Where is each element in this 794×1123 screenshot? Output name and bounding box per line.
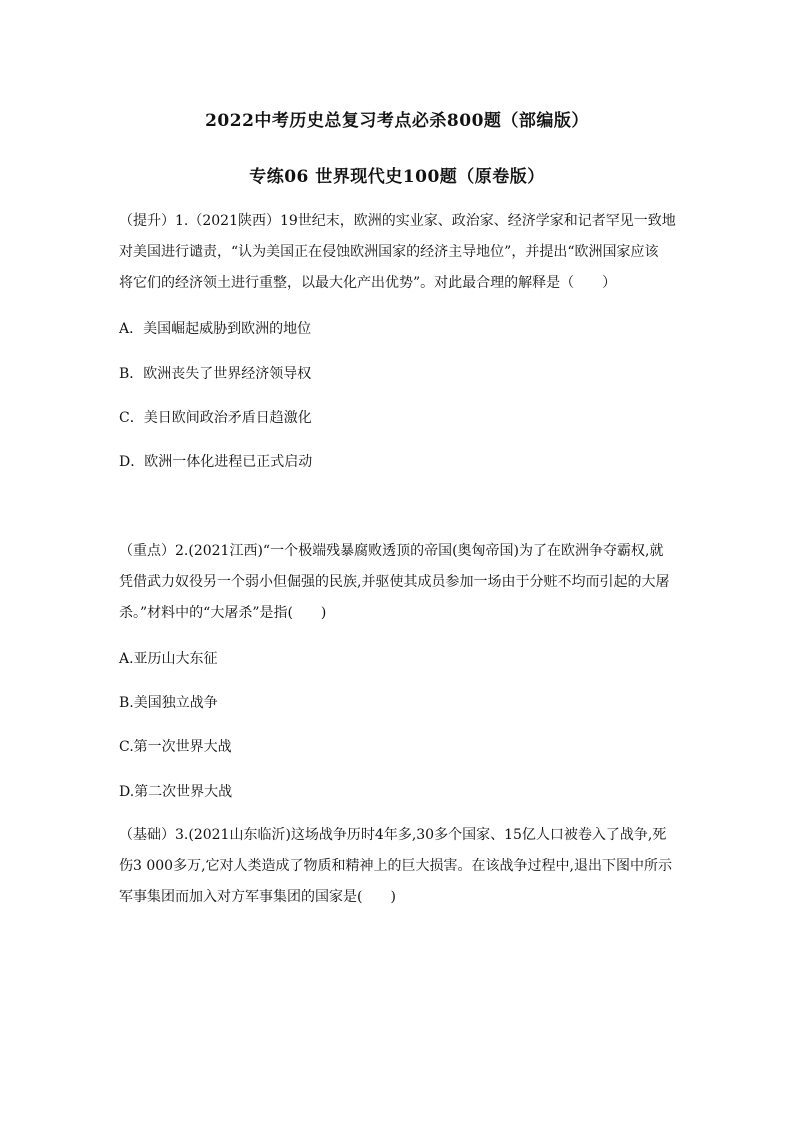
question-3-stem — [119, 820, 679, 913]
question-1-line: 对美国进行谴责，“认为美国正在侵蚀欧洲国家的经济主导地位”，并提出“欧洲国家应该 — [119, 244, 659, 260]
question-3-line: 伤3 000多万,它对人类造成了物质和精神上的巨大损害。在该战争过程中,退出下图中所示 — [119, 858, 672, 874]
question-1-line: （提升）1.（2021陕西）19世纪末，欧洲的实业家、政治家、经济学家和记者罕见一致地 — [119, 213, 676, 229]
question-1-option-d: D．欧洲一体化进程已正式启动 — [119, 454, 313, 470]
question-3-line: （基础）3.(2021山东临沂)这场战争历时4年多,30多个国家、15亿人口被卷入了战争,死 — [119, 827, 667, 843]
question-2-option-a: A.亚历山大东征 — [119, 651, 218, 667]
question-2-option-b: B.美国独立战争 — [119, 695, 218, 711]
question-2-line: 杀。”材料中的“大屠杀”是指( ) — [119, 605, 327, 621]
question-2-option-d: D.第二次世界大战 — [119, 784, 233, 800]
question-1-option-a: A．美国崛起威胁到欧洲的地位 — [119, 321, 312, 337]
question-2-line: 凭借武力奴役另一个弱小但倔强的民族,并驱使其成员参加一场由于分赃不均而引起的大屠 — [119, 574, 670, 590]
question-2-stem — [119, 536, 679, 629]
question-1-option-c: C．美日欧间政治矛盾日趋激化 — [119, 410, 312, 426]
question-2-option-c: C.第一次世界大战 — [119, 739, 232, 755]
question-1-line: 将它们的经济领土进行重整，以最大化产出优势”。对此最合理的解释是（ ） — [119, 275, 617, 291]
document-title: 2022中考历史总复习考点必杀800题（部编版） — [205, 111, 589, 131]
question-2-line: （重点）2.(2021江西)“一个极端残暴腐败透顶的帝国(奥匈帝国)为了在欧洲争夺霸权,就 — [119, 543, 664, 559]
document-subtitle: 专练06 世界现代史100题（原卷版） — [249, 167, 545, 187]
question-3-line: 军事集团而加入对方军事集团的国家是( ) — [119, 889, 396, 905]
question-1-stem — [119, 206, 679, 299]
question-1-option-b: B．欧洲丧失了世界经济领导权 — [119, 366, 312, 382]
